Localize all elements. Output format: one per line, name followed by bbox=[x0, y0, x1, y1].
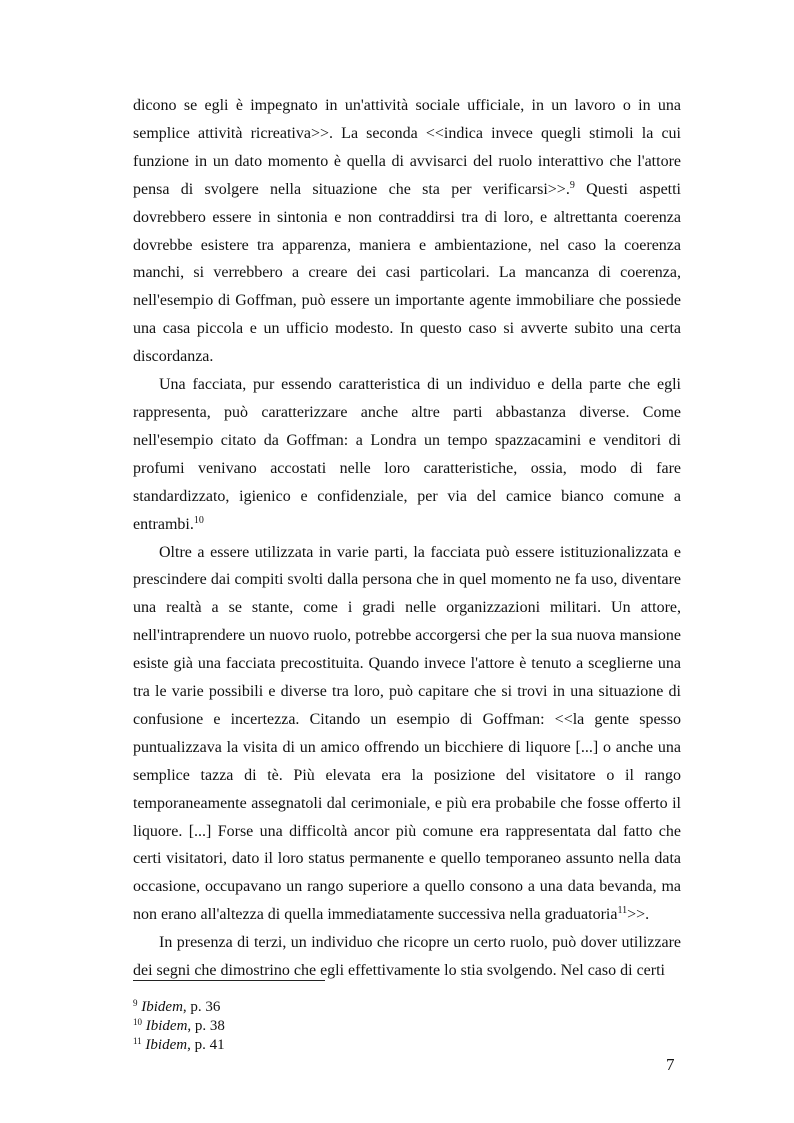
footnote-11 bbox=[133, 1036, 681, 1055]
page-number: 7 bbox=[666, 1055, 675, 1074]
paragraph-4 bbox=[133, 929, 681, 985]
paragraph-3 bbox=[133, 539, 681, 930]
footnote-page: , p. 38 bbox=[187, 1018, 225, 1034]
footnote-source: Ibidem bbox=[145, 1037, 188, 1053]
footnote-ref-11: 11 bbox=[617, 905, 628, 917]
footnote-source: Ibidem bbox=[141, 999, 183, 1015]
footnote-9 bbox=[133, 998, 681, 1017]
paragraph-1-text-a: dicono se egli è impegnato in un'attività sociale ufficiale, in un lavoro o in una semplice attività ricreativa>>. La seconda <<indica invece quegli stimoli la cui funzione in un dato momento è quella di avvisarci del ruolo interattivo che l'attore pensa di svolgere nella situazione che sta per verificarsi>>. bbox=[133, 97, 681, 198]
paragraph-3-text-a: Oltre a essere utilizzata in varie parti, la facciata può essere istituzionalizzata e prescindere dai compiti svolti dalla persona che in quel momento ne fa uso, diventare una realtà a se stante, come i gradi nelle organizzazioni militari. Un attore, nell'intraprendere un nuovo ruolo, potrebbe accorgersi che per la sua nuova mansione esiste già una facciata precostituita. Quando invece l'attore è tenuto a sceglierne una tra le varie possibili e diverse tra loro, può capitare che si trovi in una situazione di confusione e incertezza. Citando un esempio di Goffman: <<la gente spesso puntualizzava la visita di un amico offrendo un bicchiere di liquore [...] o anche una semplice tazza di tè. Più elevata era la posizione del visitatore o il rango temporaneamente assegnatoli dal cerimoniale, e più era probabile che fosse offerto il liquore. [...] Forse una difficoltà ancor più comune era rappresentata dal fatto che certi visitatori, dato il loro status permanente e quello temporaneo assunto nella data occasione, occupavano un rango superiore a quello consono a una data bevanda, ma non erano all'altezza di quella immediatamente successiva nella graduatoria bbox=[133, 543, 681, 924]
footnote-ref-9: 9 bbox=[569, 179, 575, 191]
footnote-number: 11 bbox=[133, 1036, 142, 1046]
paragraph-2 bbox=[133, 371, 681, 538]
paragraph-3-text-b: >>. bbox=[627, 906, 650, 924]
footnote-source: Ibidem bbox=[145, 1018, 188, 1034]
paragraph-2-text-a: Una facciata, pur essendo caratteristica di un individuo e della parte che egli rappresenta, può caratterizzare anche altre parti abbastanza diverse. Come nell'esempio citato da Goffman: a Londra un tempo spazzacamini e venditori di profumi venivano accostati nelle loro caratteristiche, ossia, modo di fare standardizzato, igienico e confidenziale, per via del camice bianco comune a entrambi. bbox=[133, 376, 681, 533]
footnote-number: 10 bbox=[133, 1017, 142, 1027]
paragraph-1 bbox=[133, 92, 681, 371]
page-body bbox=[133, 92, 681, 985]
footnote-ref-10: 10 bbox=[193, 514, 204, 526]
footnote-page: , p. 41 bbox=[187, 1037, 225, 1053]
footnote-number: 9 bbox=[133, 998, 138, 1008]
footnote-page: , p. 36 bbox=[182, 999, 221, 1015]
paragraph-1-text-b: Questi aspetti dovrebbero essere in sintonia e non contraddirsi tra di loro, e altrettanta coerenza dovrebbe esistere tra apparenza, maniera e ambientazione, nel caso la coerenza manchi, si verrebbero a creare dei casi particolari. La mancanza di coerenza, nell'esempio di Goffman, può essere un importante agente immobiliare che possiede una casa piccola e un ufficio modesto. In questo caso si avverte subito una certa discordanza. bbox=[133, 180, 682, 366]
paragraph-4-text-a: In presenza di terzi, un individuo che ricopre un certo ruolo, può dover utilizzare dei segni che dimostrino che egli effettivamente lo stia svolgendo. Nel caso di certi bbox=[133, 934, 681, 980]
footnotes bbox=[133, 998, 681, 1055]
footnote-10 bbox=[133, 1017, 681, 1036]
footnote-separator bbox=[133, 980, 325, 981]
